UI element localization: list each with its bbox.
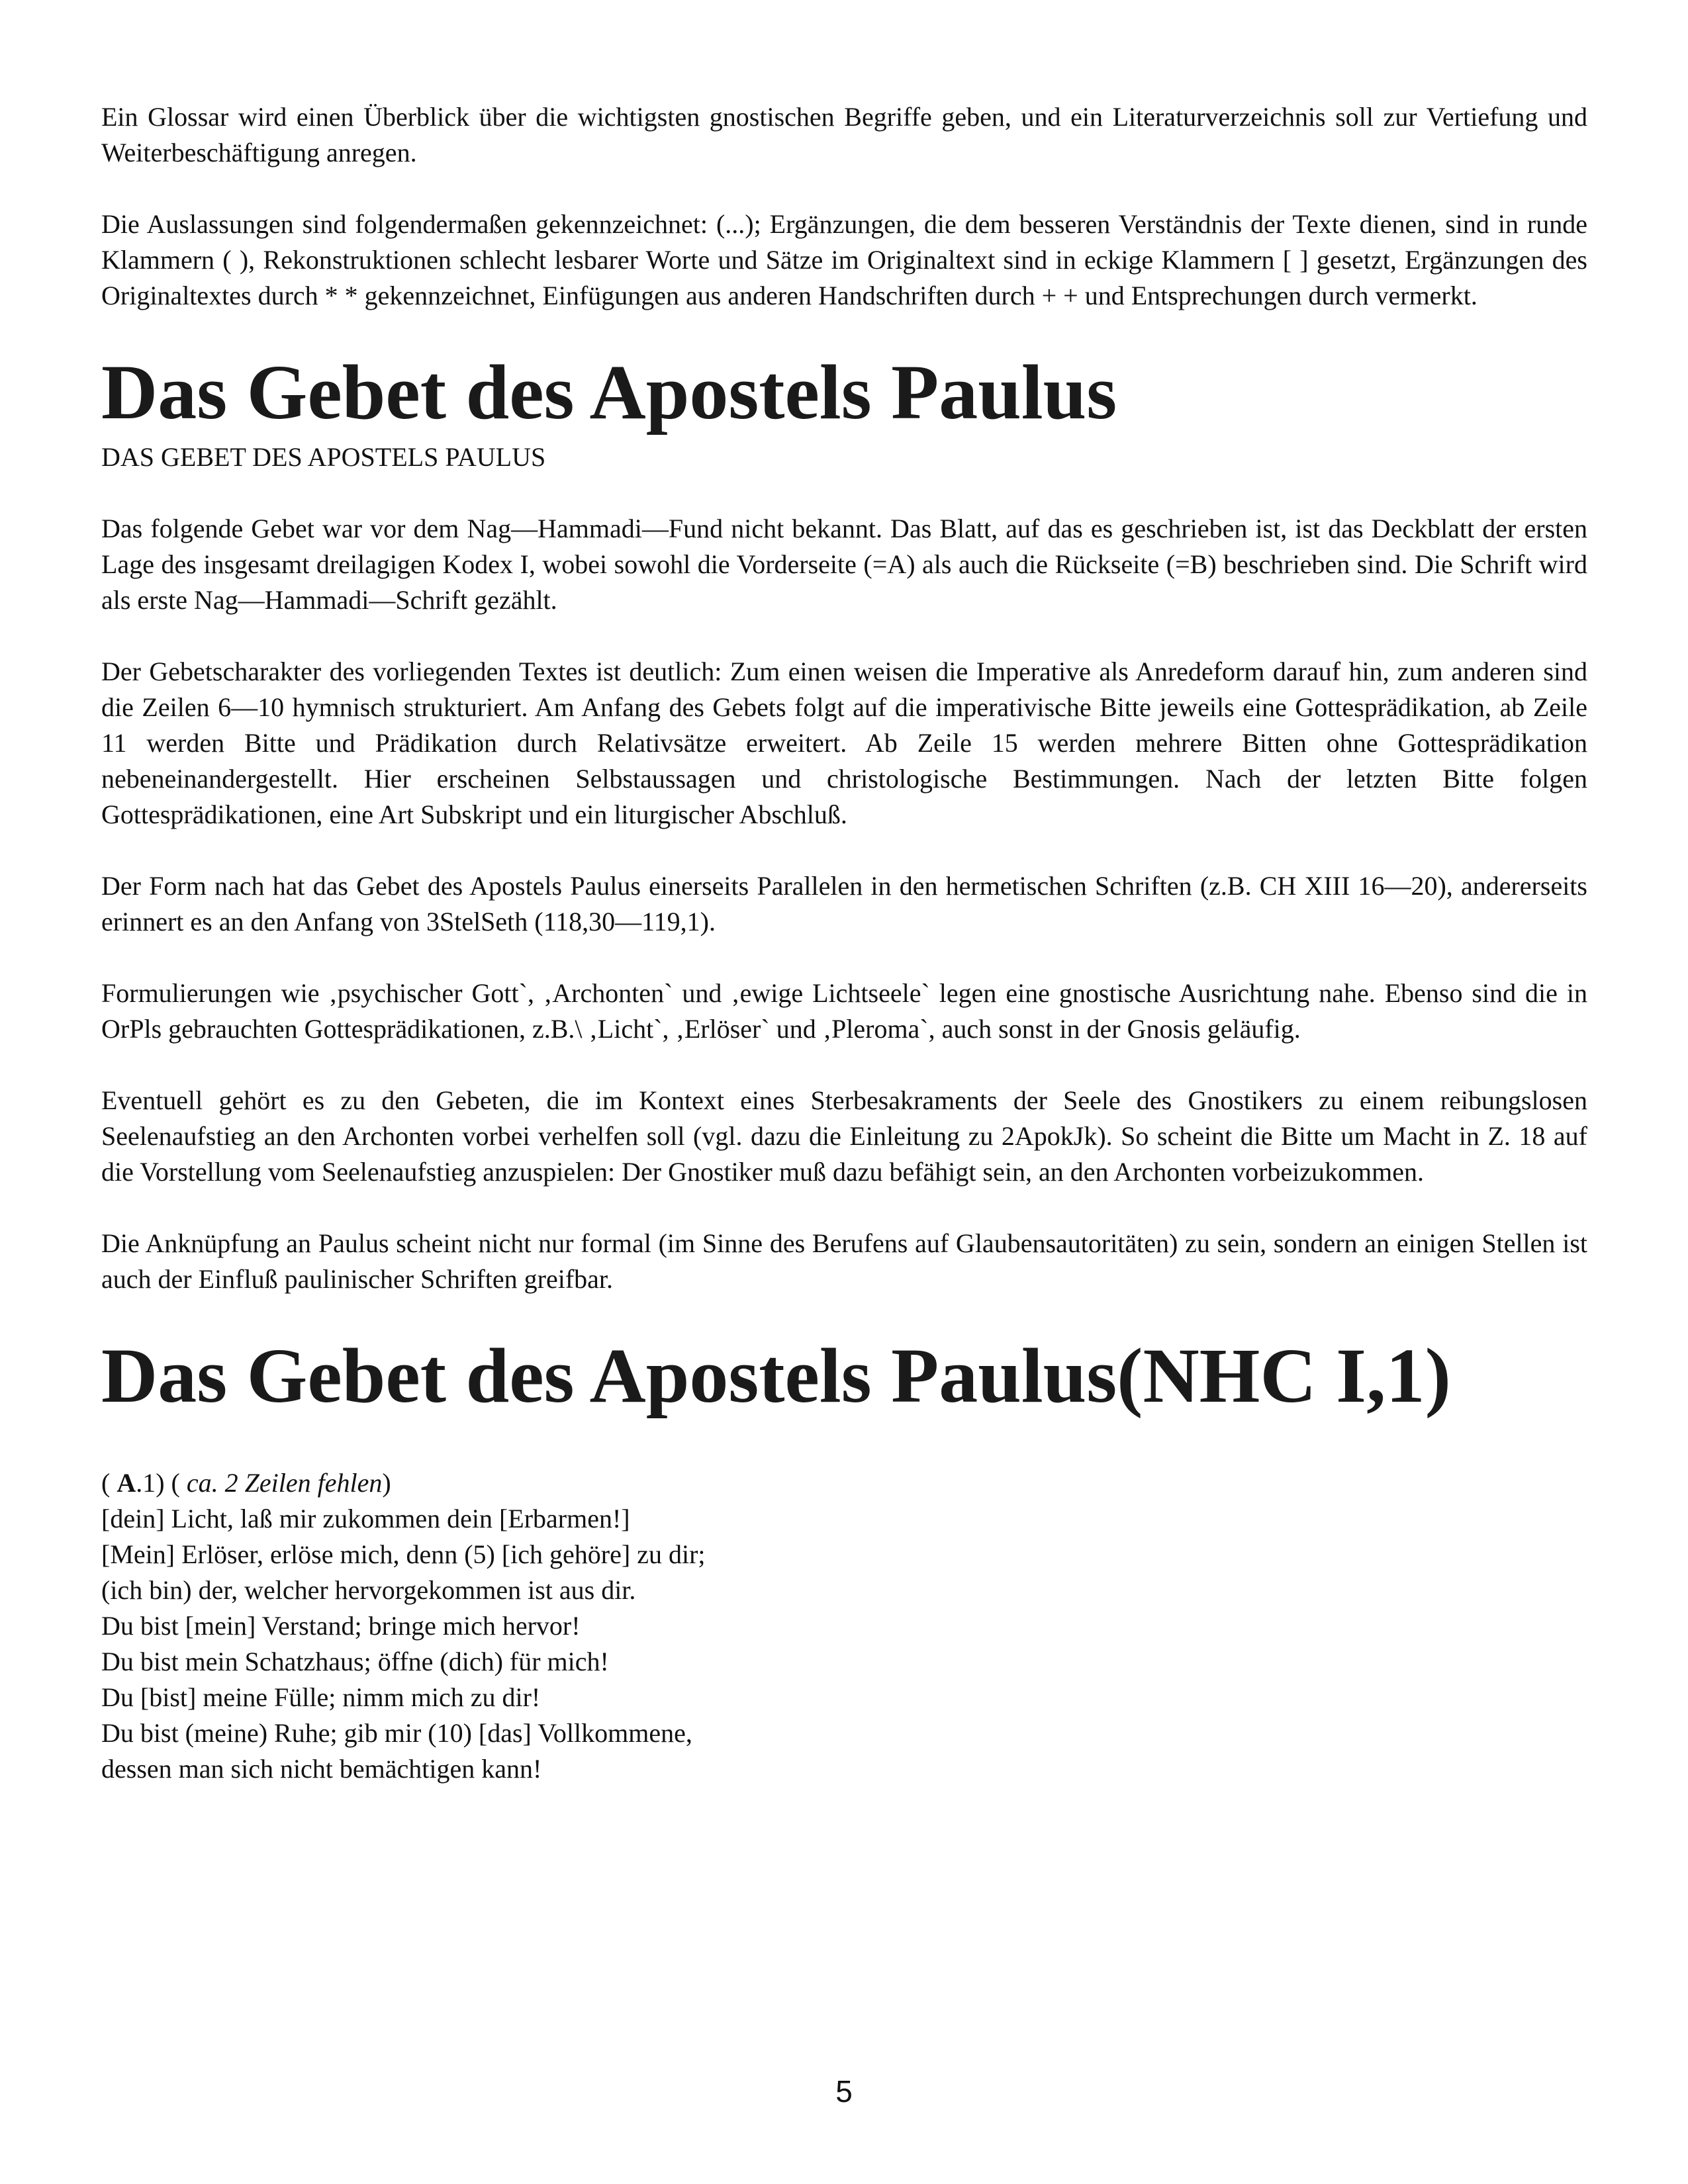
page-number: 5 (835, 2074, 853, 2109)
section-paragraph-6: Die Anknüpfung an Paulus scheint nicht nur formal (im Sinne des Berufens auf Glaubensautoritäten) zu sein, sondern an einigen Stellen ist auch der Einfluß paulinischer Schriften greifbar. (101, 1228, 1587, 1294)
ref-number: .1) ( (136, 1468, 187, 1498)
prayer-line: Du bist (meine) Ruhe; gib mir (10) [das] Vollkommene, (101, 1718, 692, 1748)
section-paragraph-4: Formulierungen wie ‚psychischer Gott`, ‚Archonten` und ‚ewige Lichtseele` legen eine gnostische Ausrichtung nahe. Ebenso sind die in OrPls gebrauchten Gottesprädikationen, z.B.\ ‚Licht`, ‚Erlöser` und ‚Pleroma`, auch sonst in der Gnosis geläufig. (101, 978, 1587, 1044)
prayer-line: [Mein] Erlöser, erlöse mich, denn (5) [ich gehöre] zu dir; (101, 1539, 706, 1569)
section-paragraph-2: Der Gebetscharakter des vorliegenden Textes ist deutlich: Zum einen weisen die Imperative als Anredeform darauf hin, zum anderen sind die Zeilen 6—10 hymnisch strukturiert. Am Anfang des Gebets folgt auf die imperativische Bitte jeweils eine Gottesprädikation, ab Zeile 11 werden Bitte und Prädikation durch Relativsätze erweitert. Ab Zeile 15 werden mehrere Bitten ohne Gottesprädikation nebeneinandergestellt. Hier erscheinen Selbstaussagen und christologische Bestimmungen. Nach der letzten Bitte folgen Gottesprädikationen, eine Art Subskript und ein liturgischer Abschluß. (101, 657, 1587, 829)
document-page (101, 99, 1587, 1787)
prayer-text (101, 1465, 1587, 1787)
section-subtitle-caps: DAS GEBET DES APOSTELS PAULUS (101, 442, 546, 472)
section-heading-gebet: Das Gebet des Apostels Paulus (101, 349, 1117, 435)
ref-open: ( (101, 1468, 117, 1498)
prayer-line: Du bist [mein] Verstand; bringe mich hervor! (101, 1611, 581, 1641)
prayer-line: [dein] Licht, laß mir zukommen dein [Erbarmen!] (101, 1504, 630, 1533)
intro-paragraph-glossary: Ein Glossar wird einen Überblick über die wichtigsten gnostischen Begriffe geben, und ein Literaturverzeichnis soll zur Vertiefung und Weiterbeschäftigung anregen. (101, 102, 1587, 167)
ref-close: ) (382, 1468, 391, 1498)
section-paragraph-5: Eventuell gehört es zu den Gebeten, die im Kontext eines Sterbesakraments der Seele des Gnostikers zu einem reibungslosen Seelenaufstieg an den Archonten vorbei verhelfen soll (vgl. dazu die Einleitung zu 2ApokJk). So scheint die Bitte um Macht in Z. 18 auf die Vorstellung vom Seelenaufstieg anzuspielen: Der Gnostiker muß dazu befähigt sein, an den Archonten vorbeizukommen. (101, 1085, 1587, 1187)
ref-missing-note: ca. 2 Zeilen fehlen (186, 1468, 383, 1498)
prayer-reference-line (101, 1465, 1587, 1501)
prayer-line: dessen man sich nicht bemächtigen kann! (101, 1754, 542, 1784)
section-paragraph-3: Der Form nach hat das Gebet des Apostels Paulus einerseits Parallelen in den hermetischen Schriften (z.B. CH XIII 16—20), andererseits erinnert es an den Anfang von 3StelSeth (118,30—119,1). (101, 871, 1587, 936)
prayer-line: Du [bist] meine Fülle; nimm mich zu dir! (101, 1682, 541, 1712)
prayer-line: (ich bin) der, welcher hervorgekommen ist aus dir. (101, 1575, 636, 1605)
ref-folio: A (117, 1468, 136, 1498)
intro-paragraph-notation: Die Auslassungen sind folgendermaßen gekennzeichnet: (...); Ergänzungen, die dem besseren Verständnis der Texte dienen, sind in runde Klammern ( ), Rekonstruktionen schlecht lesbarer Worte und Sätze im Originaltext sind in eckige Klammern [ ] gesetzt, Ergänzungen des Originaltextes durch * * gekennzeichnet, Einfügungen aus anderen Handschriften durch + + und Entsprechungen durch vermerkt. (101, 209, 1587, 310)
prayer-line: Du bist mein Schatzhaus; öffne (dich) für mich! (101, 1647, 609, 1676)
section-paragraph-1: Das folgende Gebet war vor dem Nag—Hammadi—Fund nicht bekannt. Das Blatt, auf das es geschrieben ist, ist das Deckblatt der ersten Lage des insgesamt dreilagigen Kodex I, wobei sowohl die Vorderseite (=A) als auch die Rückseite (=B) beschrieben sind. Die Schrift wird als erste Nag—Hammadi—Schrift gezählt. (101, 514, 1587, 615)
section-heading-gebet-nhc: Das Gebet des Apostels Paulus(NHC I,1) (101, 1332, 1451, 1419)
